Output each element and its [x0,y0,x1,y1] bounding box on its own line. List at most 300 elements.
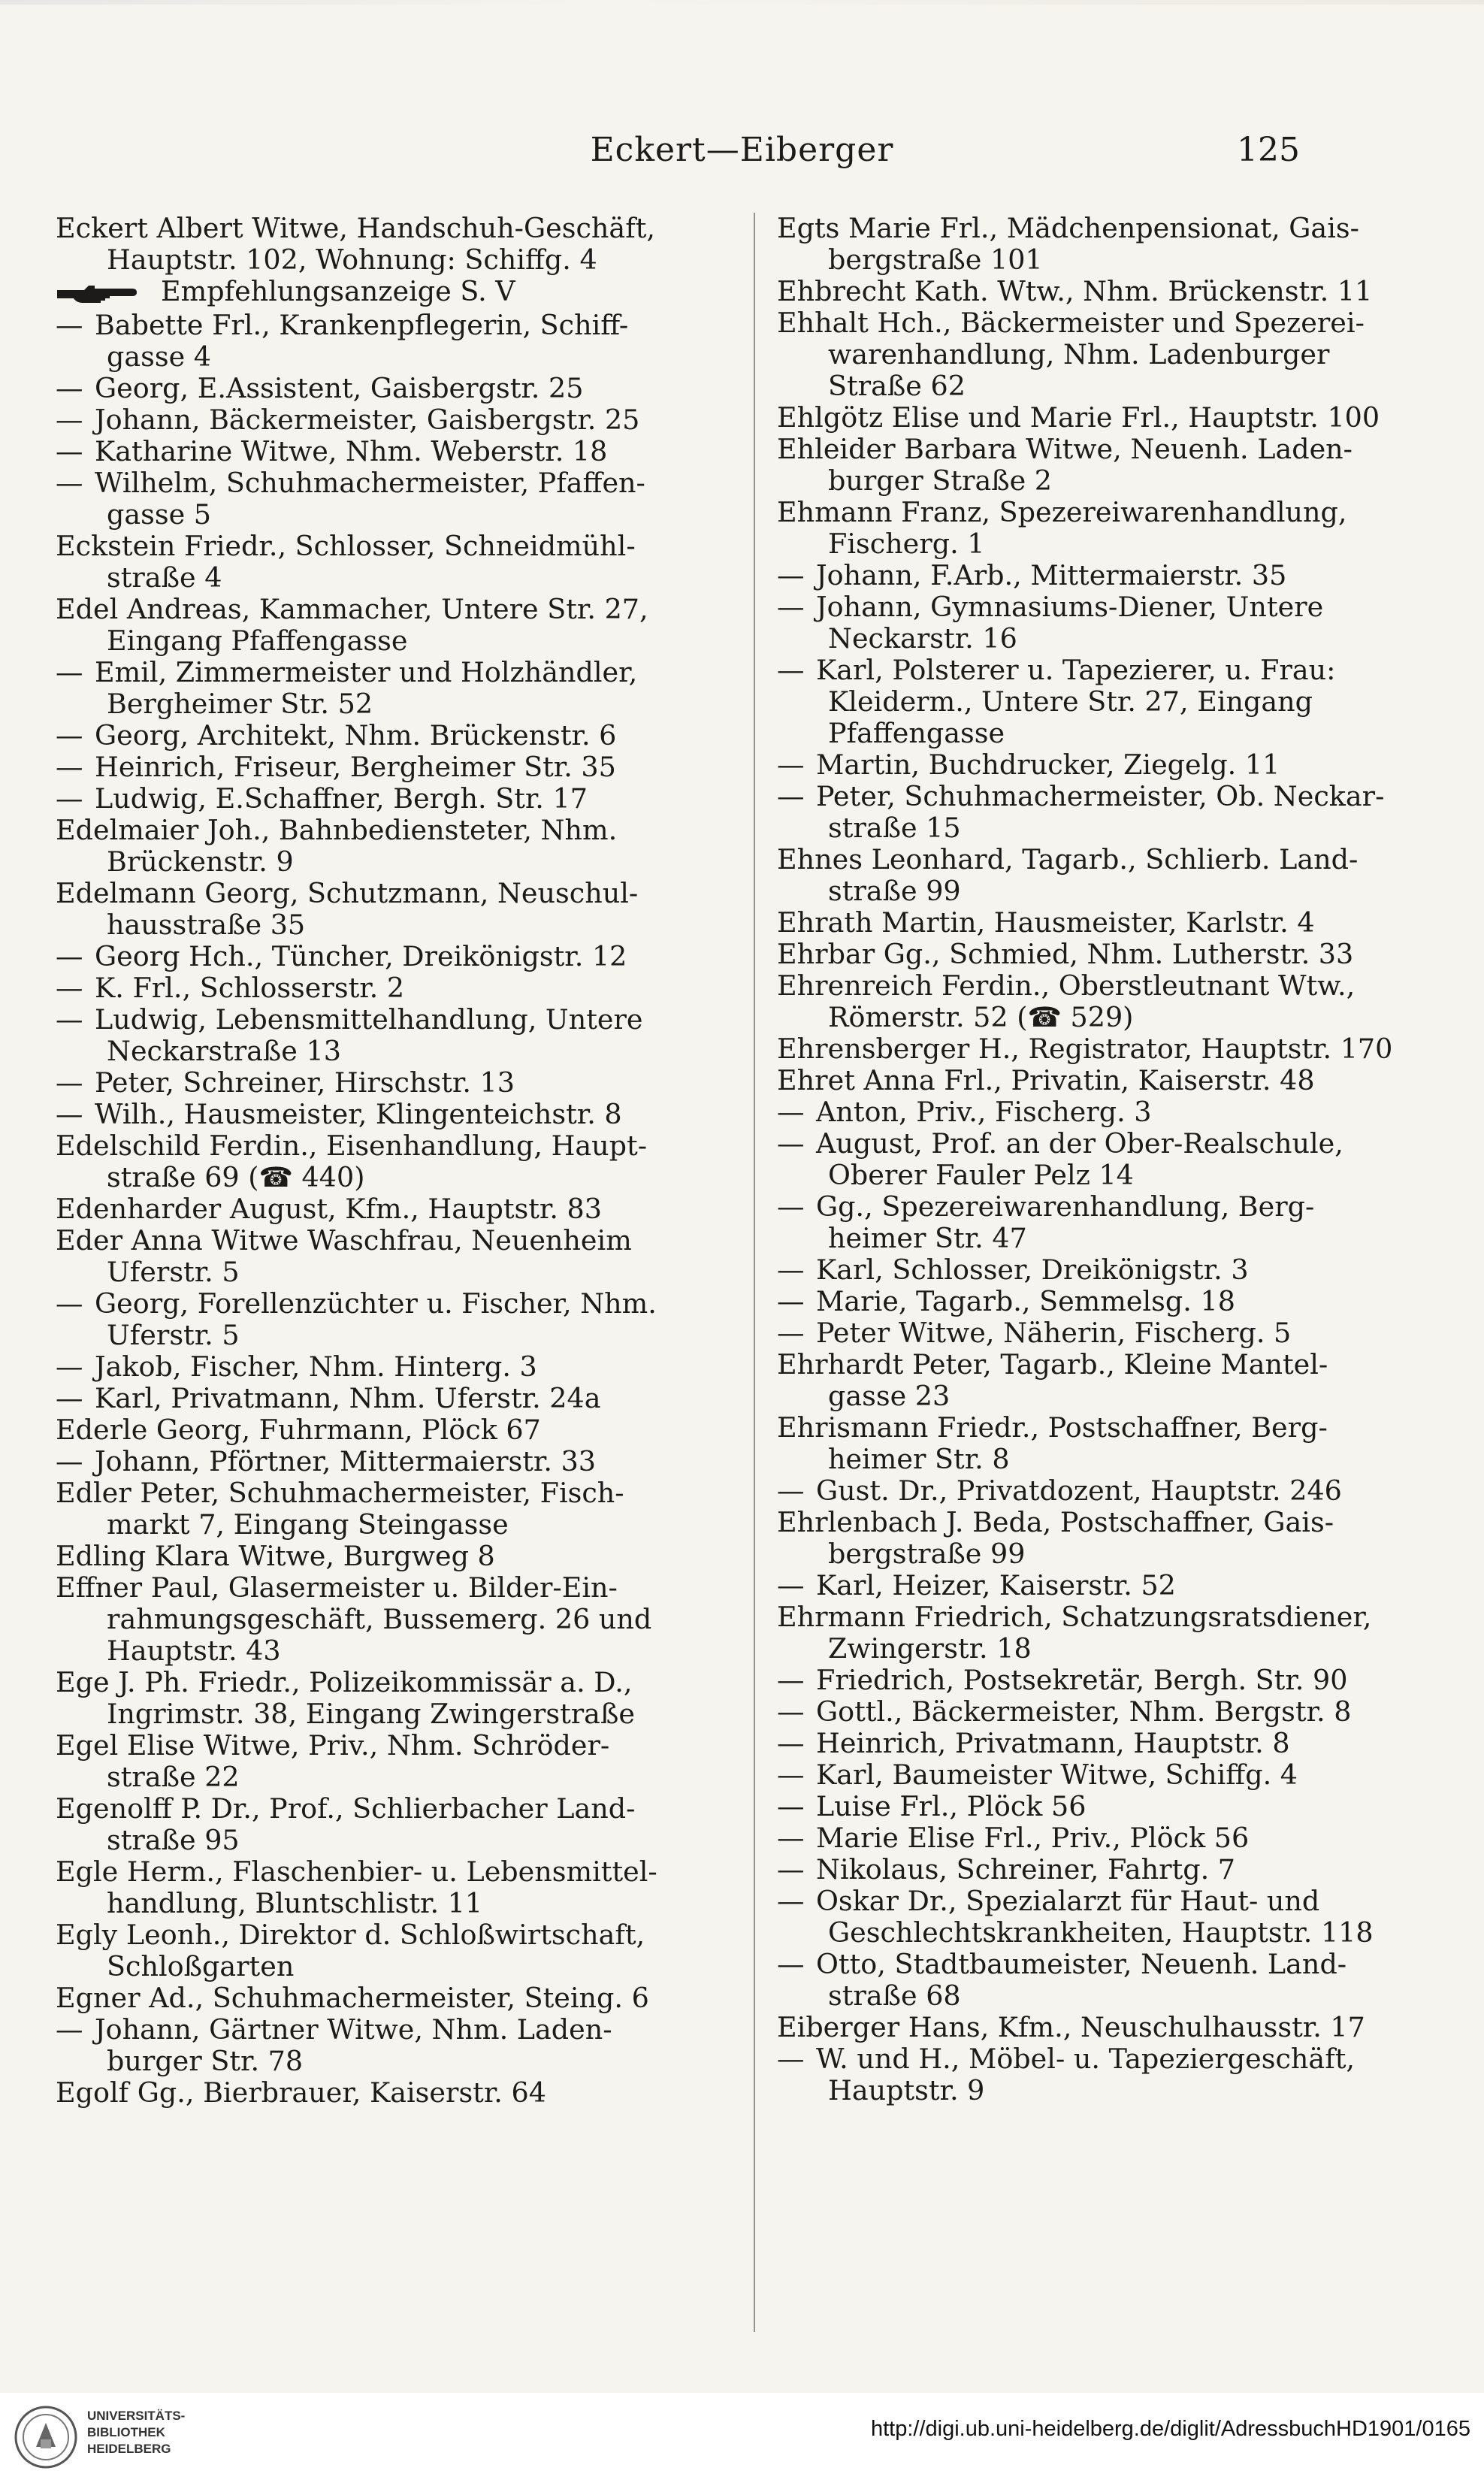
source-url[interactable]: http://digi.ub.uni-heidelberg.de/diglit/AdressbuchHD1901/0165 [870,2417,1470,2441]
repeat-dash: — [56,656,83,688]
entry-text: Ehrismann Friedr., Postschaffner, Berg- [777,1412,1328,1444]
entry-first-line [56,1067,702,1099]
entry-first-line [777,970,1423,1002]
entry-first-line [56,310,702,341]
entry-continuation: Uferstr. 5 [107,1255,240,1288]
entry-text: Peter Witwe, Näherin, Fischerg. 5 [816,1317,1292,1349]
entry-first-line [56,1856,702,1888]
directory-entry [56,1730,702,1793]
entry-first-line [56,1004,702,1036]
directory-entry [777,1317,1423,1349]
entry-first-line [56,1793,702,1825]
entry-text: Ederle Georg, Fuhrmann, Plöck 67 [56,1414,541,1446]
repeat-dash: — [777,655,805,686]
entry-continuation: gasse 4 [107,340,212,373]
university-seal-icon [14,2402,78,2472]
repeat-dash: — [56,972,83,1004]
entry-text: Anton, Priv., Fischerg. 3 [816,1096,1152,1128]
entry-first-line [56,1099,702,1130]
entry-first-line [56,1667,702,1698]
directory-entry [777,560,1423,591]
entry-first-line [56,1414,702,1446]
entry-text: Egner Ad., Schuhmachermeister, Steing. 6 [56,1982,649,2014]
entry-text: Georg, Architekt, Nhm. Brückenstr. 6 [95,719,617,752]
entry-first-line [777,844,1423,876]
entry-continuation: Fischerg. 1 [828,528,985,560]
entry-text: Karl, Polsterer u. Tapezierer, u. Frau: [816,655,1336,686]
repeat-dash: — [56,782,83,815]
entry-continuation: Geschlechtskrankheiten, Hauptstr. 118 [828,1916,1374,1949]
library-line-1: UNIVERSITÄTS- [87,2409,186,2423]
entry-text: Edel Andreas, Kammacher, Untere Str. 27, [56,593,648,625]
library-name [87,2408,185,2457]
entry-text: Johann, Pförtner, Mittermaierstr. 33 [95,1445,597,1477]
entry-first-line [56,1193,702,1225]
entry-first-line [777,1475,1423,1507]
entry-text: Heinrich, Friseur, Bergheimer Str. 35 [95,751,616,783]
directory-entry [777,1128,1423,1191]
entry-text: Ehmann Franz, Spezereiwarenhandlung, [777,497,1347,528]
entry-text: Emil, Zimmermeister und Holzhändler, [95,656,638,688]
directory-entry [56,1477,702,1541]
directory-entry [56,1572,702,1667]
entry-first-line [777,1033,1423,1065]
entry-continuation: straße 68 [828,1979,961,2012]
directory-entry [777,1507,1423,1570]
entry-text: Johann, Gymnasiums-Diener, Untere [816,591,1324,623]
entry-text: Georg Hch., Tüncher, Dreikönigstr. 12 [95,940,627,972]
repeat-dash: — [777,1791,805,1822]
entry-first-line [56,436,702,467]
directory-entry [56,752,702,783]
directory-entry [56,1541,702,1572]
entry-text: August, Prof. an der Ober-Realschule, [816,1128,1343,1160]
entry-first-line [777,497,1423,528]
entry-text: Edler Peter, Schuhmachermeister, Fisch- [56,1477,624,1509]
entry-text: Ehhalt Hch., Bäckermeister und Spezerei- [777,307,1365,339]
repeat-dash: — [56,467,83,499]
entry-continuation: heimer Str. 47 [828,1222,1027,1254]
entry-continuation: Brückenstr. 9 [107,845,294,878]
directory-entry [777,781,1423,844]
directory-entry [777,213,1423,276]
entry-continuation: Zwingerstr. 18 [828,1632,1032,1665]
directory-entry [777,1665,1423,1696]
entry-text: Eckstein Friedr., Schlosser, Schneidmühl- [56,530,636,562]
entry-first-line [56,657,702,688]
entry-text: K. Frl., Schlosserstr. 2 [95,972,405,1004]
repeat-dash: — [777,1728,805,1759]
entry-text: Babette Frl., Krankenpflegerin, Schiff- [95,309,629,341]
directory-entry [56,276,702,310]
directory-entry [56,941,702,972]
directory-entry [56,1004,702,1067]
directory-entry [777,276,1423,307]
entry-text: Georg, E.Assistent, Gaisbergstr. 25 [95,372,584,404]
repeat-dash: — [56,1350,83,1383]
repeat-dash: — [56,1066,83,1099]
entry-text: Ludwig, E.Schaffner, Bergh. Str. 17 [95,782,588,815]
directory-entry [56,1414,702,1446]
directory-entry [777,844,1423,907]
directory-entry [56,1351,702,1383]
entry-text: Empfehlungsanzeige S. V [161,276,515,307]
entry-first-line [777,1791,1423,1822]
entry-first-line [777,1601,1423,1633]
entry-text: Ehlgötz Elise und Marie Frl., Hauptstr. 100 [777,402,1380,434]
directory-entry [777,1475,1423,1507]
entry-continuation: heimer Str. 8 [828,1443,1010,1475]
repeat-dash: — [777,1128,805,1160]
entry-continuation: straße 99 [828,875,961,907]
entry-text: Ludwig, Lebensmittelhandlung, Untere [95,1003,643,1036]
entry-continuation: bergstraße 99 [828,1538,1026,1570]
entry-first-line [56,467,702,499]
entry-first-line [777,655,1423,686]
entry-first-line [777,1949,1423,1980]
directory-entry [777,1349,1423,1412]
entry-first-line [56,373,702,404]
repeat-dash: — [56,1445,83,1477]
entry-first-line [777,1507,1423,1538]
entry-text: Gust. Dr., Privatdozent, Hauptstr. 246 [816,1475,1342,1507]
entry-first-line [777,2043,1423,2075]
entry-first-line [56,1446,702,1477]
directory-entry [777,1822,1423,1854]
directory-entry [777,1254,1423,1286]
repeat-dash: — [777,560,805,591]
entry-first-line [777,1886,1423,1917]
repeat-dash: — [777,749,805,781]
repeat-dash: — [777,781,805,812]
repeat-dash: — [777,2043,805,2075]
entry-text: Egts Marie Frl., Mädchenpensionat, Gais- [777,213,1359,244]
directory-entry [56,1130,702,1193]
entry-text: Ehret Anna Frl., Privatin, Kaiserstr. 48 [777,1065,1315,1096]
repeat-dash: — [56,435,83,467]
entry-first-line [56,720,702,752]
repeat-dash: — [777,1759,805,1791]
entry-first-line [777,749,1423,781]
entry-continuation: warenhandlung, Nhm. Ladenburger [828,338,1330,370]
directory-entry [56,1919,702,1982]
entry-continuation: Pfaffengasse [828,717,1005,749]
directory-entry [56,213,702,276]
directory-entry [56,373,702,404]
entry-first-line [56,1225,702,1257]
repeat-dash: — [777,1665,805,1696]
entry-first-line [777,1065,1423,1096]
entry-first-line [777,1822,1423,1854]
entry-text: Johann, Gärtner Witwe, Nhm. Laden- [95,2013,612,2046]
entry-text: Effner Paul, Glasermeister u. Bilder-Ein- [56,1571,618,1604]
directory-entry [777,1286,1423,1317]
entry-continuation: Uferstr. 5 [107,1318,240,1351]
entry-text: Peter, Schreiner, Hirschstr. 13 [95,1066,515,1099]
directory-entry [777,939,1423,970]
directory-entry [777,1886,1423,1949]
directory-entry [777,907,1423,939]
directory-entry [777,970,1423,1033]
entry-text: Wilhelm, Schuhmachermeister, Pfaffen- [95,467,645,499]
entry-first-line [777,213,1423,244]
entry-continuation: Hauptstr. 102, Wohnung: Schiffg. 4 [107,243,597,276]
column-divider [754,213,755,2332]
entry-continuation: Ingrimstr. 38, Eingang Zwingerstraße [107,1697,635,1730]
page-header [0,128,1484,173]
directory-entry [777,1191,1423,1254]
entry-text: Jakob, Fischer, Nhm. Hinterg. 3 [95,1350,537,1383]
entry-continuation: gasse 23 [828,1380,951,1412]
entry-first-line [56,1982,702,2014]
directory-entry [56,1099,702,1130]
entry-first-line [56,531,702,562]
entry-text: Wilh., Hausmeister, Klingenteichstr. 8 [95,1098,622,1130]
entry-text: Ege J. Ph. Friedr., Polizeikommissär a. D., [56,1666,633,1698]
entry-first-line [56,2077,702,2109]
entry-continuation: burger Straße 2 [828,464,1053,497]
entry-text: Karl, Privatmann, Nhm. Uferstr. 24a [95,1382,601,1414]
entry-continuation: straße 95 [107,1823,240,1856]
directory-entry [56,1383,702,1414]
repeat-dash: — [777,1191,805,1223]
entry-text: Edelschild Ferdin., Eisenhandlung, Haupt- [56,1130,648,1162]
entry-text: Egel Elise Witwe, Priv., Nhm. Schröder- [56,1729,610,1762]
repeat-dash: — [777,1854,805,1886]
repeat-dash: — [56,1098,83,1130]
entry-first-line [777,781,1423,812]
entry-text: Ehnes Leonhard, Tagarb., Schlierb. Land- [777,844,1359,876]
entry-first-line [777,1254,1423,1286]
entry-text: Friedrich, Postsekretär, Bergh. Str. 90 [816,1665,1348,1696]
directory-entry [777,1065,1423,1096]
directory-entry [56,878,702,941]
entry-text: Edenharder August, Kfm., Hauptstr. 83 [56,1193,603,1225]
entry-continuation: Eingang Pfaffengasse [107,624,408,657]
entry-first-line [777,907,1423,939]
directory-entry [56,1982,702,2014]
entry-text: Egenolff P. Dr., Prof., Schlierbacher Land- [56,1792,636,1825]
repeat-dash: — [777,1949,805,1980]
entry-text: Luise Frl., Plöck 56 [816,1791,1087,1822]
directory-entry [777,1096,1423,1128]
scan-edge [0,0,1484,5]
directory-entry [56,1446,702,1477]
entry-text: Ehrensberger H., Registrator, Hauptstr. 170 [777,1033,1393,1065]
entry-first-line [56,594,702,625]
directory-entry [56,1193,702,1225]
entry-first-line [777,939,1423,970]
entry-first-line [56,2014,702,2046]
entry-first-line [777,591,1423,623]
entry-text: Martin, Buchdrucker, Ziegelg. 11 [816,749,1280,781]
entry-first-line [56,783,702,815]
entry-text: Ehleider Barbara Witwe, Neuenh. Laden- [777,434,1353,465]
entry-text: Georg, Forellenzüchter u. Fischer, Nhm. [95,1287,657,1320]
directory-entry [777,1412,1423,1475]
directory-entry [777,1570,1423,1601]
entry-continuation: Hauptstr. 9 [828,2074,985,2106]
repeat-dash: — [56,372,83,404]
directory-entry [777,1601,1423,1665]
entry-first-line [777,560,1423,591]
entry-text: Johann, F.Arb., Mittermaierstr. 35 [816,560,1287,591]
repeat-dash: — [777,1286,805,1317]
library-line-3: HEIDELBERG [87,2442,171,2456]
entry-continuation: burger Str. 78 [107,2044,304,2077]
repeat-dash: — [777,1475,805,1507]
entry-text: Eiberger Hans, Kfm., Neuschulhausstr. 17 [777,2012,1365,2043]
entry-continuation: Neckarstraße 13 [107,1034,341,1067]
entry-first-line [56,404,702,436]
entry-first-line [777,1665,1423,1696]
entry-continuation: Schloßgarten [107,1949,295,1982]
repeat-dash: — [777,591,805,623]
entry-text: Marie Elise Frl., Priv., Plöck 56 [816,1822,1250,1854]
repeat-dash: — [56,940,83,972]
entry-text: Ehrlenbach J. Beda, Postschaffner, Gais- [777,1507,1334,1538]
directory-entry [56,1856,702,1919]
pointing-hand-icon [56,278,161,310]
entry-text: Edelmann Georg, Schutzmann, Neuschul- [56,877,639,909]
directory-entry [56,2077,702,2109]
directory-entry [56,972,702,1004]
entry-first-line [777,1286,1423,1317]
repeat-dash: — [777,1570,805,1601]
entry-text: Karl, Schlosser, Dreikönigstr. 3 [816,1254,1249,1286]
repeat-dash: — [56,719,83,752]
entry-first-line [56,1919,702,1951]
directory-entry [56,657,702,720]
entry-first-line [56,1383,702,1414]
entry-continuation: straße 69 (☎ 440) [107,1160,365,1193]
entry-continuation: Römerstr. 52 (☎ 529) [828,1001,1134,1033]
entry-continuation: straße 4 [107,561,222,594]
directory-entry [777,2043,1423,2106]
entry-continuation: Hauptstr. 43 [107,1634,281,1667]
entry-first-line [777,1728,1423,1759]
entry-continuation: hausstraße 35 [107,908,306,941]
entry-text: Ehrenreich Ferdin., Oberstleutnant Wtw., [777,970,1356,1002]
entry-text: Ehrhardt Peter, Tagarb., Kleine Mantel- [777,1349,1328,1381]
directory-entry [777,1728,1423,1759]
repeat-dash: — [777,1254,805,1286]
entry-first-line [777,1317,1423,1349]
entry-first-line [777,1128,1423,1160]
entry-first-line [777,2012,1423,2043]
directory-entry [56,404,702,436]
entry-first-line [777,276,1423,307]
entry-first-line [56,1541,702,1572]
directory-entry [777,749,1423,781]
directory-entry [777,1854,1423,1886]
entry-continuation: handlung, Bluntschlistr. 11 [107,1886,483,1919]
entry-first-line [777,1096,1423,1128]
entry-continuation: Kleiderm., Untere Str. 27, Eingang [828,685,1313,718]
entry-first-line [56,941,702,972]
footer-bar [0,2393,1484,2489]
entry-first-line [56,1288,702,1320]
directory-entry [777,591,1423,655]
directory-entry [56,1793,702,1856]
repeat-dash: — [56,1382,83,1414]
entry-text: Ehrath Martin, Hausmeister, Karlstr. 4 [777,907,1315,939]
entry-continuation: straße 15 [828,812,961,844]
directory-entry [56,436,702,467]
entry-text: Gottl., Bäckermeister, Nhm. Bergstr. 8 [816,1696,1352,1728]
entry-text: Ehrbar Gg., Schmied, Nhm. Lutherstr. 33 [777,939,1354,970]
entry-continuation: Oberer Fauler Pelz 14 [828,1159,1134,1191]
entry-first-line [56,972,702,1004]
entry-first-line [56,1130,702,1162]
entry-first-line [777,402,1423,434]
entry-continuation: rahmungsgeschäft, Bussemerg. 26 und [107,1602,652,1635]
directory-entry [56,531,702,594]
entry-first-line [777,434,1423,465]
entry-continuation: bergstraße 101 [828,243,1043,276]
entry-text: Ehrmann Friedrich, Schatzungsratsdiener, [777,1601,1372,1633]
directory-entry [56,1667,702,1730]
directory-entry [56,467,702,531]
entry-text: Johann, Bäckermeister, Gaisbergstr. 25 [95,404,640,436]
directory-entry [56,1225,702,1288]
directory-entry [56,310,702,373]
entry-first-line [56,1730,702,1762]
entry-text: Egolf Gg., Bierbrauer, Kaiserstr. 64 [56,2076,546,2109]
entry-first-line [777,1412,1423,1444]
entry-first-line [56,1351,702,1383]
entry-continuation: Straße 62 [828,370,966,402]
directory-entry [777,1791,1423,1822]
entry-first-line [777,1349,1423,1381]
entry-first-line [56,1477,702,1509]
left-column [56,213,702,2109]
entry-continuation: gasse 5 [107,497,212,531]
directory-entry [777,1696,1423,1728]
directory-entry [56,2014,702,2077]
entry-text: Egle Herm., Flaschenbier- u. Lebensmittel- [56,1855,657,1888]
entry-first-line [56,752,702,783]
entry-text: Eder Anna Witwe Waschfrau, Neuenheim [56,1224,632,1257]
entry-first-line [56,1572,702,1604]
repeat-dash: — [56,309,83,341]
directory-entry [56,594,702,657]
directory-entry [777,307,1423,402]
repeat-dash: — [56,404,83,436]
right-column [777,213,1423,2106]
entry-text: Nikolaus, Schreiner, Fahrtg. 7 [816,1854,1236,1886]
entry-first-line [56,276,702,310]
entry-first-line [56,815,702,846]
entry-text: Gg., Spezereiwarenhandlung, Berg- [816,1191,1315,1223]
entry-text: Edelmaier Joh., Bahnbediensteter, Nhm. [56,814,618,846]
page-title: Eckert—Eiberger [590,131,894,169]
entry-continuation: markt 7, Eingang Steingasse [107,1508,509,1541]
entry-first-line [777,1191,1423,1223]
entry-first-line [777,1854,1423,1886]
entry-text: Marie, Tagarb., Semmelsg. 18 [816,1286,1235,1317]
entry-text: Ehbrecht Kath. Wtw., Nhm. Brückenstr. 11 [777,276,1373,307]
entry-continuation: straße 22 [107,1760,240,1793]
page-number: 125 [1237,131,1300,169]
entry-text: Heinrich, Privatmann, Hauptstr. 8 [816,1728,1290,1759]
entry-text: Karl, Heizer, Kaiserstr. 52 [816,1570,1176,1601]
directory-entry [777,1033,1423,1065]
entry-text: Otto, Stadtbaumeister, Neuenh. Land- [816,1949,1347,1980]
entry-text: Karl, Baumeister Witwe, Schiffg. 4 [816,1759,1298,1791]
directory-entry [777,1759,1423,1791]
entry-text: Oskar Dr., Spezialarzt für Haut- und [816,1886,1320,1917]
